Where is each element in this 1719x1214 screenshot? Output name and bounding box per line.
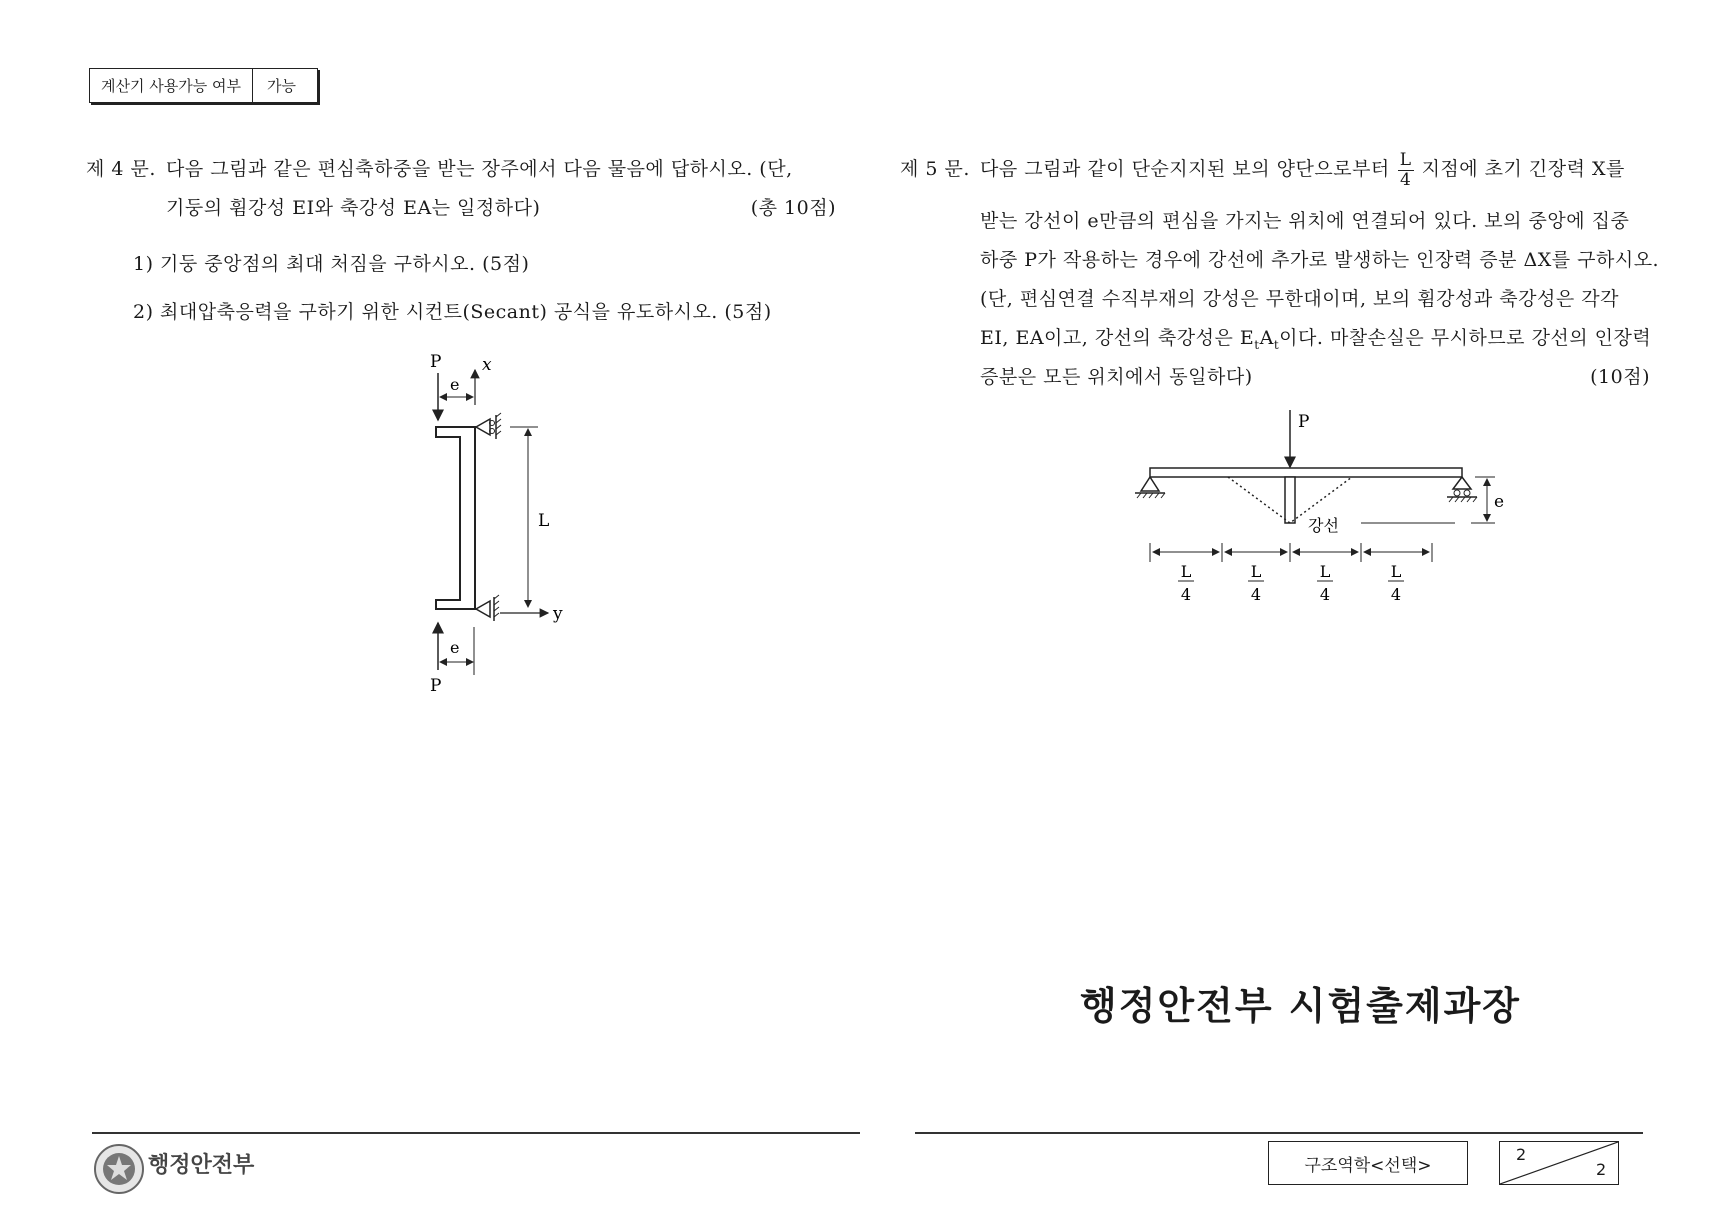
subject-box [1268, 1141, 1468, 1185]
column-body [436, 427, 475, 609]
exam-officer-title: 행정안전부 시험출제과장 [1080, 984, 1522, 1028]
question-5-line-3: 하중 P가 작용하는 경우에 강선에 추가로 발생하는 인장력 증분 ΔX를 구하시오. [980, 249, 1660, 271]
page-number-box [1499, 1141, 1619, 1185]
length-label: L [538, 511, 550, 531]
question-5-line-1 [980, 150, 1650, 190]
calculator-value: 가능 [267, 77, 296, 95]
page-total: 2 [1596, 1160, 1607, 1179]
span-4-den: 4 [1390, 585, 1402, 604]
calculator-allowed-box [89, 68, 318, 103]
subscript-t-2: t [1273, 337, 1280, 352]
bottom-load-label: P [430, 676, 442, 696]
span-1-num: L [1180, 562, 1192, 581]
question-5-beam-figure [1125, 405, 1525, 605]
question-4-column-figure [400, 345, 600, 705]
subscript-t-1: t [1254, 337, 1260, 352]
calculator-label: 계산기 사용가능 여부 [90, 69, 253, 102]
question-5-line-5-mid: A [1259, 327, 1274, 349]
span-1-den: 4 [1180, 585, 1192, 604]
page-current: 2 [1516, 1145, 1527, 1164]
question-5-line-4: (단, 편심연결 수직부재의 강성은 무한대이며, 보의 휨강성과 축강성은 각각 [980, 288, 1619, 310]
cable-label: 강선 [1308, 516, 1339, 535]
question-5-line-5-b: 이다. 마찰손실은 무시하므로 강선의 인장력 [1279, 327, 1652, 349]
right-roller-support [1453, 477, 1471, 489]
eccentric-vertical-member [1285, 477, 1295, 523]
ministry-name: 행정안전부 [148, 1153, 255, 1178]
footer-rule-left [92, 1132, 860, 1134]
span-2-num: L [1250, 562, 1262, 581]
span-4-num: L [1390, 562, 1402, 581]
question-5-line-2: 받는 강선이 e만큼의 편심을 가지는 위치에 연결되어 있다. 보의 중앙에 집중 [980, 210, 1630, 232]
top-ecc-label: e [450, 375, 460, 394]
question-5-line-5-a: EI, EA이고, 강선의 축강성은 E [980, 327, 1255, 349]
top-load-label: P [430, 352, 442, 372]
question-5-number: 제 5 문. [900, 158, 970, 180]
quarter-span-fraction [1398, 151, 1414, 190]
x-axis-label: x [482, 355, 492, 375]
question-5-points: (10점) [1590, 366, 1650, 388]
beam-ecc-label: e [1494, 492, 1505, 512]
question-4-sub-1: 1) 기둥 중앙점의 최대 처짐을 구하시오. (5점) [133, 253, 530, 275]
bottom-ecc-label: e [450, 638, 460, 657]
top-pin-support [476, 419, 490, 435]
question-4-sub-2: 2) 최대압축응력을 구하기 위한 시컨트(Secant) 공식을 유도하시오. (5점) [133, 301, 772, 323]
left-pin-support [1141, 477, 1159, 491]
span-3-den: 4 [1319, 585, 1331, 604]
span-3-num: L [1319, 562, 1331, 581]
fraction-numerator: L [1399, 149, 1412, 170]
bottom-pin-support [476, 601, 490, 617]
question-4-line-1: 다음 그림과 같은 편심축하중을 받는 장주에서 다음 물음에 답하시오. (단, [166, 158, 793, 180]
span-2-den: 4 [1250, 585, 1262, 604]
beam-load-label: P [1298, 412, 1310, 432]
footer-rule-right [915, 1132, 1643, 1134]
subject-label: 구조역학<선택> [1304, 1155, 1432, 1176]
fraction-denominator: 4 [1400, 169, 1412, 190]
beam [1150, 468, 1462, 477]
question-5-line-6: 증분은 모든 위치에서 동일하다) [980, 366, 1253, 388]
question-4-points: (총 10점) [750, 197, 836, 219]
ministry-emblem-icon [93, 1143, 145, 1195]
question-4-number: 제 4 문. [86, 158, 156, 180]
question-5-line-1-a: 다음 그림과 같이 단순지지된 보의 양단으로부터 [980, 158, 1390, 180]
y-axis-label: y [553, 604, 563, 624]
question-4-line-2: 기둥의 휨강성 EI와 축강성 EA는 일정하다) [166, 197, 541, 219]
question-5-line-1-b: 지점에 초기 긴장력 X를 [1421, 158, 1625, 180]
